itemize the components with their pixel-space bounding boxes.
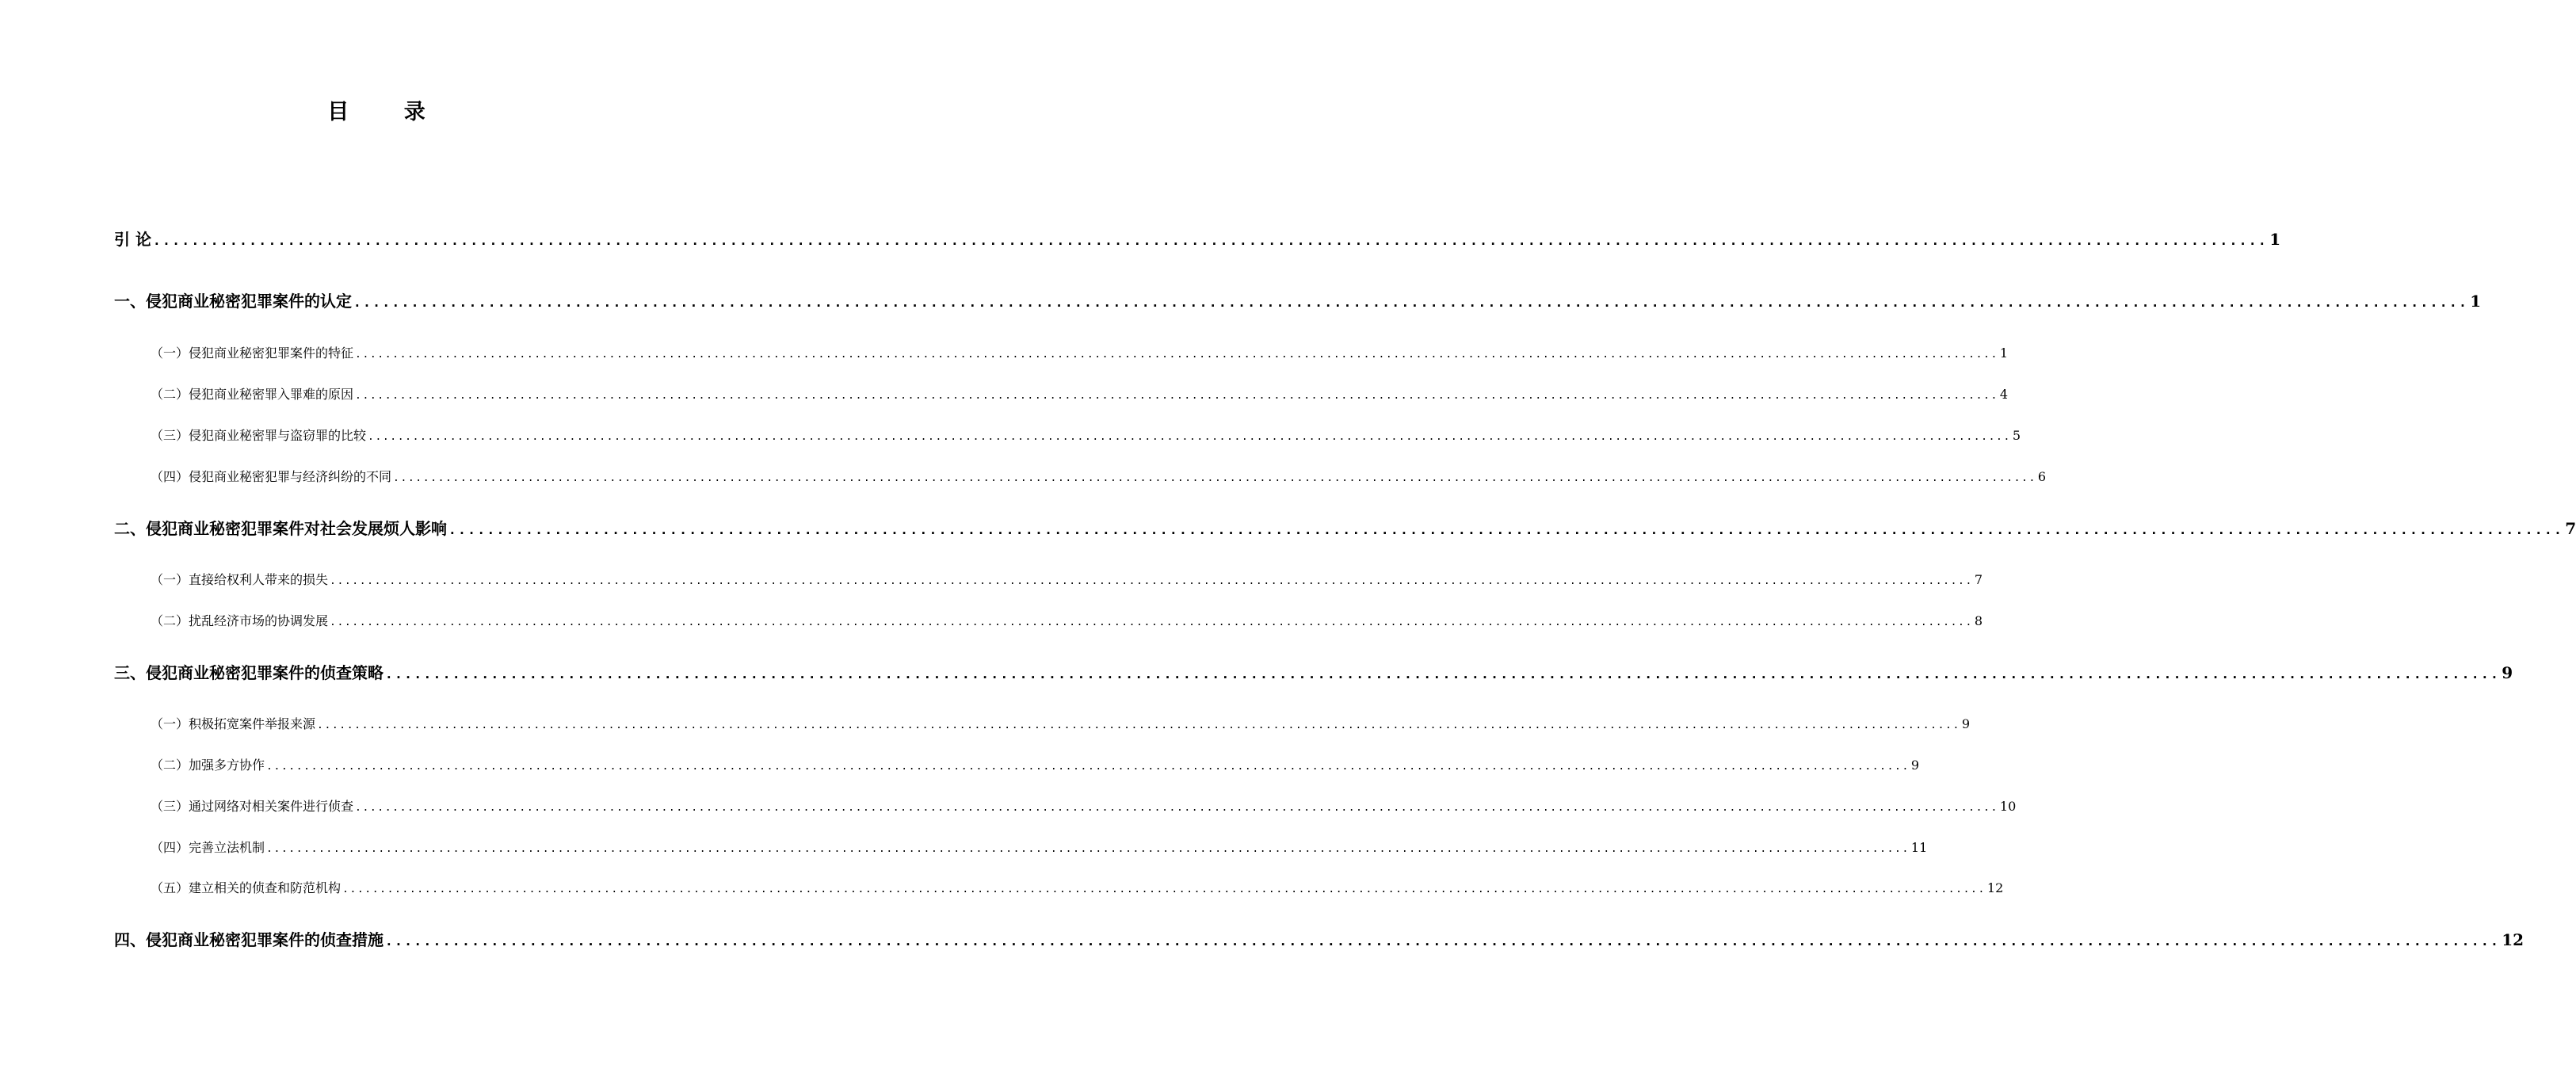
toc-entry-label: （四）完善立法机制 (151, 840, 265, 855)
toc-page-number: 12 (2502, 930, 2524, 949)
toc-page-number: 10 (1999, 799, 2017, 814)
toc-leader-dots: ............................................................................................................................................................................................................................ (355, 802, 1998, 814)
toc-entry-label: 一、侵犯商业秘密犯罪案件的认定 (114, 292, 352, 311)
toc-page-number: 1 (2269, 230, 2281, 249)
toc-entry-section-1-2[interactable] (151, 385, 2009, 406)
toc-leader-dots: ............................................................................................................................................................................................................................ (317, 720, 1960, 731)
toc-entry-label: 三、侵犯商业秘密犯罪案件的侦查策略 (114, 663, 384, 682)
toc-leader-dots: ............................................................................................................................................................................................................................ (393, 472, 2036, 484)
toc-entry-section-1-1[interactable] (151, 344, 2009, 365)
toc-leader-dots: ............................................................................................................................................................................................................................ (355, 349, 1998, 361)
toc-entry-introduction[interactable] (114, 227, 2281, 253)
toc-leader-dots: ............................................................................................................................................................................................................................ (266, 761, 1910, 773)
toc-entry-label: 引 论 (114, 230, 151, 249)
toc-entry-section-3-5[interactable] (151, 879, 2004, 899)
toc-entry-section-2-2[interactable] (151, 612, 1983, 632)
toc-leader-dots: ............................................................................................................................................................................................................................ (368, 431, 2011, 443)
toc-entry-label: 二、侵犯商业秘密犯罪案件对社会发展烦人影响 (114, 519, 447, 538)
toc-entry-label: （五）建立相关的侦查和防范机构 (151, 880, 342, 895)
toc-page-number: 7 (2565, 519, 2576, 538)
toc-entry-label: （二）扰乱经济市场的协调发展 (151, 613, 329, 628)
toc-entry-label: （三）通过网络对相关案件进行侦查 (151, 799, 354, 814)
page-title: 目 录 (327, 100, 449, 124)
toc-leader-dots: ............................................................................................................................................................................................................................ (353, 295, 2469, 310)
toc-leader-dots: ............................................................................................................................................................................................................................ (385, 666, 2501, 681)
toc-entry-label: （一）积极拓宽案件举报来源 (151, 716, 316, 731)
toc-page-number: 5 (2012, 428, 2021, 443)
toc-leader-dots: ............................................................................................................................................................................................................................ (385, 933, 2501, 949)
toc-entry-chapter-3[interactable] (114, 661, 2513, 686)
toc-entry-label: （一）直接给权利人带来的损失 (151, 572, 329, 587)
toc-entry-section-3-2[interactable] (151, 756, 1920, 777)
toc-entry-label: 四、侵犯商业秘密犯罪案件的侦查措施 (114, 930, 384, 949)
toc-entry-section-2-1[interactable] (151, 571, 1983, 591)
toc-entry-section-3-3[interactable] (151, 797, 2017, 818)
toc-page-number: 1 (1999, 345, 2009, 361)
toc-page-number: 9 (1910, 758, 1920, 773)
toc-entry-section-3-1[interactable] (151, 715, 1971, 735)
toc-entry-chapter-2[interactable] (114, 517, 2576, 542)
toc-entry-section-1-3[interactable] (151, 426, 2021, 447)
toc-page-number: 7 (1974, 572, 1983, 587)
toc-entry-chapter-1[interactable] (114, 289, 2482, 315)
toc-page-number: 4 (1999, 387, 2009, 402)
toc-leader-dots: ............................................................................................................................................................................................................................ (330, 575, 1973, 587)
toc-entry-section-1-4[interactable] (151, 468, 2047, 488)
toc-page-number: 9 (1961, 716, 1971, 731)
toc-leader-dots: ............................................................................................................................................................................................................................ (342, 884, 1986, 895)
toc-leader-dots: ............................................................................................................................................................................................................................ (330, 616, 1973, 628)
toc-entry-label: （一）侵犯商业秘密犯罪案件的特征 (151, 345, 354, 361)
toc-leader-dots: ............................................................................................................................................................................................................................ (355, 390, 1998, 402)
toc-page-number: 9 (2502, 663, 2513, 682)
toc-page-number: 11 (1910, 840, 1928, 855)
toc-page-number: 1 (2470, 292, 2482, 311)
toc-entry-label: （二）加强多方协作 (151, 758, 265, 773)
toc-entry-label: （四）侵犯商业秘密犯罪与经济纠纷的不同 (151, 469, 392, 484)
toc-page-number: 6 (2037, 469, 2047, 484)
toc-page-number: 12 (1986, 880, 2004, 895)
toc-entry-chapter-4[interactable] (114, 928, 2524, 953)
toc-page-number: 8 (1974, 613, 1983, 628)
toc-leader-dots: ............................................................................................................................................................................................................................ (448, 522, 2564, 537)
toc-entry-label: （三）侵犯商业秘密罪与盗窃罪的比较 (151, 428, 367, 443)
toc-leader-dots: ............................................................................................................................................................................................................................ (152, 233, 2269, 248)
toc-leader-dots: ............................................................................................................................................................................................................................ (266, 843, 1910, 855)
toc-entry-label: （二）侵犯商业秘密罪入罪难的原因 (151, 387, 354, 402)
toc-entry-section-3-4[interactable] (151, 838, 1928, 859)
